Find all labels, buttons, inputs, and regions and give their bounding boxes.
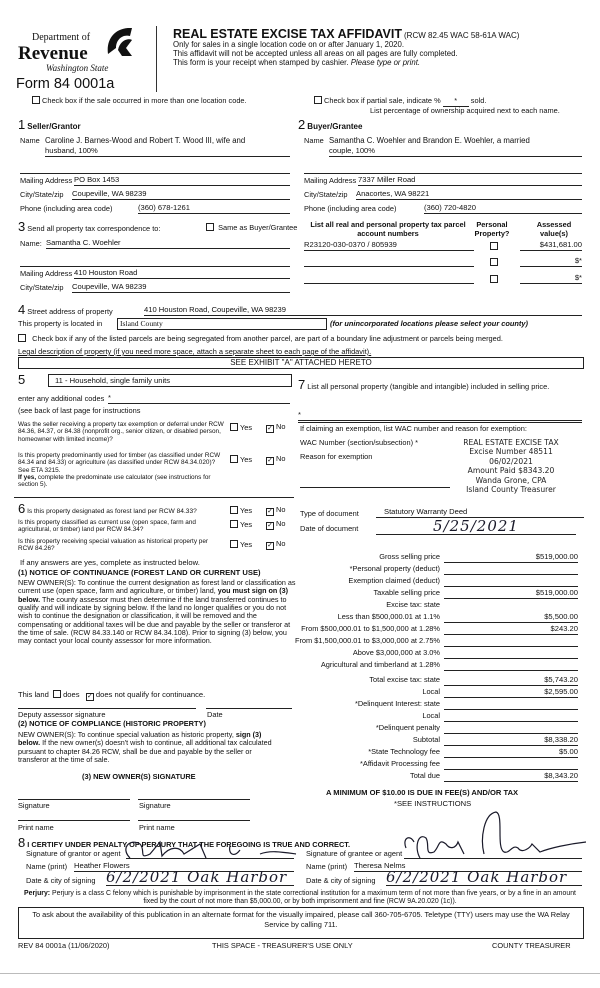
- buyer-name-line2[interactable]: couple, 100%: [329, 146, 582, 157]
- assessed-value-field[interactable]: $431,681.00: [520, 240, 582, 251]
- tax-row-label: *Affidavit Processing fee: [360, 759, 440, 768]
- tax-row-label: *Delinquent Interest: state: [354, 699, 440, 708]
- tax-row-value[interactable]: [444, 660, 578, 671]
- tax-row-value[interactable]: $5,743.20: [444, 675, 578, 686]
- tax-row-value[interactable]: $5,500.00: [444, 612, 578, 623]
- buyer-name-line3[interactable]: [304, 163, 582, 174]
- wac-field[interactable]: *: [415, 438, 419, 447]
- doc-type-field[interactable]: Statutory Warranty Deed: [376, 507, 584, 518]
- print-name-label: Print name: [139, 823, 175, 832]
- tax-row-value[interactable]: [444, 576, 578, 587]
- grantee-signature-label: Signature of grantee or agent: [306, 849, 403, 858]
- q-exemption-yes[interactable]: Yes: [230, 423, 252, 433]
- seller-name-line2[interactable]: husband, 100%: [45, 146, 290, 157]
- q-exemption-text: Was the seller receiving a property tax exemption or deferral under RCW 84.36, 84.37, or 84.38 (nonprofit org., senior citizen, or disabled person, homeowner with limited income)?: [18, 421, 224, 443]
- street-label: 4 Street address of property: [18, 302, 113, 317]
- tax-row-label: Above $3,000,000 at 3.0%: [352, 648, 440, 657]
- checkbox-icon[interactable]: [18, 334, 26, 342]
- header-line-1: Only for sales in a single location code on or after January 1, 2020.: [173, 40, 405, 49]
- same-as-buyer-checkbox[interactable]: Same as Buyer/Grantee: [206, 223, 297, 233]
- section5-number: 5: [18, 372, 26, 387]
- stamp-name: Wanda Grone, CPA: [475, 475, 547, 485]
- parcel-number-field[interactable]: [304, 273, 474, 284]
- header-line-2: This affidavit will not be accepted unless all areas on all pages are fully completed.: [173, 49, 458, 58]
- q-historic-yes[interactable]: Yes: [230, 540, 252, 550]
- tax-row-value[interactable]: [444, 636, 578, 647]
- print-name-label: Print name: [18, 823, 54, 832]
- corr-city-field[interactable]: Coupeville, WA 98239: [72, 282, 290, 293]
- exemption-label: If claiming an exemption, list WAC number and reason for exemption:: [300, 424, 527, 433]
- tax-row-label: Gross selling price: [379, 552, 440, 561]
- seller-phone-label: Phone (including area code): [20, 204, 113, 213]
- assessed-value-field[interactable]: $*: [520, 256, 582, 267]
- owner-signature-line[interactable]: [138, 799, 250, 800]
- checkbox-icon[interactable]: [314, 96, 322, 104]
- seller-phone-field[interactable]: (360) 678-1261: [138, 203, 290, 214]
- checkbox-icon[interactable]: [206, 223, 214, 231]
- owner-signature-line[interactable]: [18, 799, 130, 800]
- continuance-qualify: This land does ✓ does not qualify for continuance.: [18, 690, 206, 700]
- reason-line[interactable]: [300, 487, 450, 488]
- if-yes-note: If any answers are yes, complete as instructed below.: [20, 558, 200, 567]
- tax-row-label: *Personal property (deduct): [349, 564, 440, 573]
- tax-row-value[interactable]: [444, 648, 578, 659]
- personal-property-checkbox[interactable]: [490, 258, 498, 266]
- deputy-signature-line[interactable]: [18, 708, 196, 709]
- tax-row-value[interactable]: $8,343.20: [444, 771, 578, 782]
- checkbox-icon[interactable]: [32, 96, 40, 104]
- multi-location-checkbox[interactable]: Check box if the sale occurred in more than one location code.: [32, 96, 247, 106]
- grantor-date-field[interactable]: 6/2/2021 Oak Harbor: [106, 869, 294, 886]
- grantor-name-label: Name (print): [26, 862, 68, 871]
- buyer-city-label: City/State/zip: [304, 190, 348, 199]
- grantee-name-label: Name (print): [306, 862, 348, 871]
- personal-property-label: 7 List all personal property (tangible and intangible) included in selling price.: [298, 377, 550, 392]
- wac-label: WAC Number (section/subsection) *: [300, 438, 419, 447]
- personal-property-header: Personal Property?: [474, 220, 510, 238]
- header-line-3: This form is your receipt when stamped by cashier. Please type or print.: [173, 58, 421, 67]
- stamp-amount: Amount Paid $8343.20: [467, 466, 555, 476]
- buyer-city-field[interactable]: Anacortes, WA 98221: [356, 189, 582, 200]
- buyer-heading: 2 Buyer/Grantee: [298, 117, 363, 132]
- partial-sale-checkbox[interactable]: Check box if partial sale, indicate % * sold.: [314, 96, 486, 107]
- additional-codes-field[interactable]: *: [108, 393, 290, 404]
- q-current-use-no[interactable]: ✓ No: [267, 519, 286, 529]
- signature-label: Signature: [139, 801, 171, 810]
- treasurer-use-note: THIS SPACE - TREASURER'S USE ONLY: [212, 941, 353, 950]
- personal-property-checkbox[interactable]: [490, 275, 498, 283]
- see-instructions-note: *SEE INSTRUCTIONS: [394, 799, 472, 808]
- corr-name-label: Name:: [20, 239, 42, 248]
- legal-description-field[interactable]: SEE EXHIBIT "A" ATTACHED HERETO: [18, 357, 584, 369]
- notice-continuance-text: NEW OWNER(S): To continue the current designation as forest land or classification as current use (open space, farm and agriculture, or timber) land, you must sign on (3) below. The county assessor must then determine if the land transferred continues to qualify and will indicate by signing below. If the land no longer qualifies or you do not wish to continue the designation or classification, it will be removed and the compensating or additional taxes will be due and payable by the seller or transferor at the time of sale. (RCW 84.33.140 or RCW 84.34.108). Prior to signing (3) below, you may contact your local county assessor for more information.: [18, 578, 296, 646]
- certify-statement: 8 I CERTIFY UNDER PENALTY OF PERJURY THAT THE FOREGOING IS TRUE AND CORRECT.: [18, 835, 351, 850]
- stamp-title: REAL ESTATE EXCISE TAX: [463, 438, 559, 447]
- buyer-phone-label: Phone (including area code): [304, 204, 397, 213]
- tax-row-label: *State Technology fee: [368, 747, 440, 756]
- seller-name-line1[interactable]: Caroline J. Barnes-Wood and Robert T. Wood III, wife and: [45, 136, 246, 145]
- segregated-checkbox[interactable]: Check box if any of the listed parcels are being segregated from another parcel, are part of a boundary line adjustment or parcels being merged.: [18, 334, 503, 344]
- county-note: (for unincorporated locations please select your county): [330, 319, 528, 328]
- grantee-date-label: Date & city of signing: [306, 876, 376, 885]
- notice-continuance-title: (1) NOTICE OF CONTINUANCE (FOREST LAND OR CURRENT USE): [18, 568, 261, 577]
- q-current-use-yes[interactable]: Yes: [230, 520, 252, 530]
- seller-name-line3[interactable]: [20, 163, 290, 174]
- tax-row-value[interactable]: [444, 711, 578, 722]
- does-checkbox[interactable]: [53, 690, 61, 698]
- deputy-signature-label: Deputy assessor signature: [18, 710, 106, 719]
- checked-checkbox-icon[interactable]: ✓: [267, 542, 273, 549]
- tax-row-label: Local: [422, 687, 440, 696]
- q-timber-text: Is this property predominantly used for timber (as classified under RCW 84.34 and 84.33) or agriculture (as classified under RCW 84.34.020)? See ETA 3215. If yes, complete the predominate use calculator (see instructions for section 5).: [18, 452, 221, 489]
- tax-row-value[interactable]: $519,000.00: [444, 552, 578, 563]
- doc-date-label: Date of document: [300, 524, 359, 533]
- seller-mailing-field[interactable]: PO Box 1453: [74, 175, 290, 186]
- q-historic-no[interactable]: ✓ No: [267, 539, 286, 549]
- minimum-due-note: A MINIMUM OF $10.00 IS DUE IN FEE(S) AND/OR TAX: [326, 788, 519, 797]
- tax-row-label: Subtotal: [412, 735, 440, 744]
- stamp-date: 06/02/2021: [489, 456, 533, 466]
- seller-city-label: City/State/zip: [20, 190, 64, 199]
- tax-row-value[interactable]: $8,338.20: [444, 735, 578, 746]
- parcel-number-field[interactable]: [304, 256, 474, 267]
- tax-row-label: Total due: [410, 771, 440, 780]
- county-select[interactable]: Island County: [117, 318, 327, 330]
- logo: [18, 14, 138, 76]
- tax-row-label: Less than $500,000.01 at 1.1%: [337, 612, 440, 621]
- buyer-mailing-label: Mailing Address: [304, 176, 357, 185]
- personal-property-field[interactable]: *: [298, 410, 582, 421]
- legal-label: Legal description of property (if you need more space, attach a separate sheet to each page of the affidavit).: [18, 347, 372, 356]
- correspondence-heading: 3 Send all property tax correspondence to:: [18, 219, 161, 234]
- corr-mailing-label: Mailing Address: [20, 269, 73, 278]
- logo-revenue: Revenue: [18, 43, 88, 64]
- checkbox-icon[interactable]: [230, 520, 238, 528]
- checkbox-icon[interactable]: [230, 455, 238, 463]
- q-forest-text: 6 Is this property designated as forest land per RCW 84.33?: [18, 501, 197, 516]
- buyer-name-line1[interactable]: Samantha C. Woehler and Brandon E. Woehler, a married: [329, 136, 530, 145]
- reason-label: Reason for exemption: [300, 452, 373, 461]
- grantor-date-label: Date & city of signing: [26, 876, 96, 885]
- section-divider: [298, 422, 582, 423]
- accessibility-note: To ask about the availability of this publication in an alternate format for the visually impaired, please call 360-705-6705. Teletype (TTY) users may use the WA Relay Service by calling 711.: [18, 907, 584, 939]
- q-current-use-text: Is this property classified as current use (open space, farm and agricultural, or timber) land per RCW 84.34?: [18, 519, 196, 534]
- q-exemption-no[interactable]: ✓ No: [267, 422, 286, 432]
- notice-compliance-title: (2) NOTICE OF COMPLIANCE (HISTORIC PROPERTY): [18, 719, 206, 728]
- print-name-line[interactable]: [18, 820, 130, 821]
- checkbox-icon[interactable]: [230, 540, 238, 548]
- page-title: REAL ESTATE EXCISE TAX AFFIDAVIT (RCW 82.45 WAC 58-61A WAC): [173, 27, 520, 41]
- county-treasurer-label: COUNTY TREASURER: [492, 941, 571, 950]
- grantor-name-field[interactable]: Heather Flowers: [74, 861, 294, 872]
- tax-row-value[interactable]: [444, 759, 578, 770]
- signature-label: Signature: [18, 801, 50, 810]
- grantor-signature-label: Signature of grantor or agent: [26, 849, 121, 858]
- logo-dept: Department of: [32, 32, 91, 43]
- logo-state: Washington State: [46, 63, 109, 73]
- tax-row-label: From $500,000.01 to $1,500,000 at 1.28%: [301, 624, 440, 633]
- checked-checkbox-icon[interactable]: ✓: [267, 508, 273, 515]
- use-code-select[interactable]: 11 - Household, single family units: [48, 374, 292, 387]
- street-field[interactable]: 410 Houston Road, Coupeville, WA 98239: [144, 305, 582, 316]
- q-timber-yes[interactable]: Yes: [230, 455, 252, 465]
- does-not-checkbox[interactable]: ✓: [86, 693, 93, 700]
- tax-row-value[interactable]: [444, 564, 578, 575]
- deputy-date-label: Date: [207, 710, 223, 719]
- q-forest-yes[interactable]: Yes: [230, 506, 252, 516]
- seller-city-field[interactable]: Coupeville, WA 98239: [72, 189, 290, 200]
- corr-name-line2[interactable]: [20, 256, 290, 267]
- personal-property-checkbox[interactable]: [490, 242, 498, 250]
- checked-checkbox-icon[interactable]: ✓: [267, 425, 273, 432]
- corr-mailing-field[interactable]: 410 Houston Road: [74, 268, 290, 279]
- print-name-line[interactable]: [138, 820, 250, 821]
- buyer-mailing-field[interactable]: 7337 Miller Road: [358, 175, 582, 186]
- section-divider: [14, 497, 294, 498]
- q-timber-no[interactable]: ✓ No: [267, 454, 286, 464]
- checked-checkbox-icon[interactable]: ✓: [267, 457, 273, 464]
- buyer-phone-field[interactable]: (360) 720-4820: [424, 203, 582, 214]
- tax-row-label: Excise tax: state: [386, 600, 440, 609]
- q-historic-text: Is this property receiving special valuation as historical property per RCW 84.26?: [18, 538, 209, 553]
- tax-row-value[interactable]: [444, 723, 578, 734]
- partial-percent-field[interactable]: *: [443, 97, 469, 107]
- tax-row-label: Taxable selling price: [373, 588, 440, 597]
- doc-date-field[interactable]: 5/25/2021: [376, 518, 576, 535]
- form-number: Form 84 0001a: [16, 76, 115, 92]
- stamp-excise-number: Excise Number 48511: [469, 447, 553, 457]
- see-back-note: (see back of last page for instructions: [18, 406, 141, 415]
- perjury-note: Perjury: Perjury is a class C felony which is punishable by imprisonment in the state correctional institution for a maximum term of not more than five years, or by a fine in an amount fixed by the court of not more than $5,000.00, or by both imprisonment and fine (RCW 9A.20.020 (1c)).: [24, 890, 576, 905]
- tax-row-label: Local: [422, 711, 440, 720]
- assessed-value-field[interactable]: $*: [520, 273, 582, 284]
- parcel-header: List all real and personal property tax parcel account numbers: [310, 220, 466, 238]
- tax-row-label: Total excise tax: state: [369, 675, 440, 684]
- new-owner-signature-title: (3) NEW OWNER(S) SIGNATURE: [82, 772, 196, 781]
- checkbox-icon[interactable]: [230, 506, 238, 514]
- tax-row-label: Agricultural and timberland at 1.28%: [320, 660, 440, 669]
- notice-compliance-text: NEW OWNER(S): To continue special valuation as historic property, sign (3) below. If the new owner(s) doesn't wish to continue, all additional tax calculated pursuant to chapter 84.26 RCW, shall be due and payable by the seller or transferor at the time of sale.: [18, 730, 272, 765]
- tax-row-label: From $1,500,000.01 to $3,000,000 at 2.75%: [294, 636, 440, 645]
- seller-mailing-label: Mailing Address: [20, 176, 73, 185]
- treasurer-stamp: [436, 438, 586, 495]
- grantee-date-field[interactable]: 6/2/2021 Oak Harbor: [386, 869, 582, 886]
- revenue-logo-icon: [104, 26, 134, 58]
- tax-row-value[interactable]: $243.20: [444, 624, 578, 635]
- corr-city-label: City/State/zip: [20, 283, 64, 292]
- buyer-name-label: Name: [304, 136, 324, 145]
- q-forest-no[interactable]: ✓ No: [267, 505, 286, 515]
- tax-row-label: Exemption claimed (deduct): [348, 576, 440, 585]
- header-divider: [156, 26, 157, 92]
- checkbox-icon[interactable]: [230, 423, 238, 431]
- tax-row-value[interactable]: [444, 699, 578, 710]
- parcel-number-field[interactable]: R23120-030-0370 / 805939: [304, 240, 474, 251]
- grantee-signature: [400, 808, 590, 862]
- checked-checkbox-icon[interactable]: ✓: [267, 522, 273, 529]
- page-bottom-edge: [0, 973, 600, 974]
- grantor-signature: [110, 838, 300, 862]
- form-revision: REV 84 0001a (11/06/2020): [18, 941, 110, 950]
- deputy-date-line[interactable]: [206, 708, 292, 709]
- corr-name-field[interactable]: Samantha C. Woehler: [46, 238, 290, 249]
- percentage-note: List percentage of ownership acquired next to each name.: [370, 106, 560, 115]
- seller-heading: 1 Seller/Grantor: [18, 117, 81, 132]
- tax-row-label: *Delinquent penalty: [375, 723, 440, 732]
- assessed-value-header: Assessed value(s): [536, 220, 572, 238]
- tax-row-value[interactable]: $5.00: [444, 747, 578, 758]
- located-label: This property is located in: [18, 319, 103, 328]
- tax-row-value[interactable]: $519,000.00: [444, 588, 578, 599]
- grantee-name-field[interactable]: Theresa Nelms: [354, 861, 582, 872]
- stamp-office: Island County Treasurer: [466, 485, 556, 495]
- additional-codes-label: enter any additional codes: [18, 394, 105, 403]
- seller-name-label: Name: [20, 136, 40, 145]
- doc-type-label: Type of document: [300, 509, 359, 518]
- tax-row-value[interactable]: $2,595.00: [444, 687, 578, 698]
